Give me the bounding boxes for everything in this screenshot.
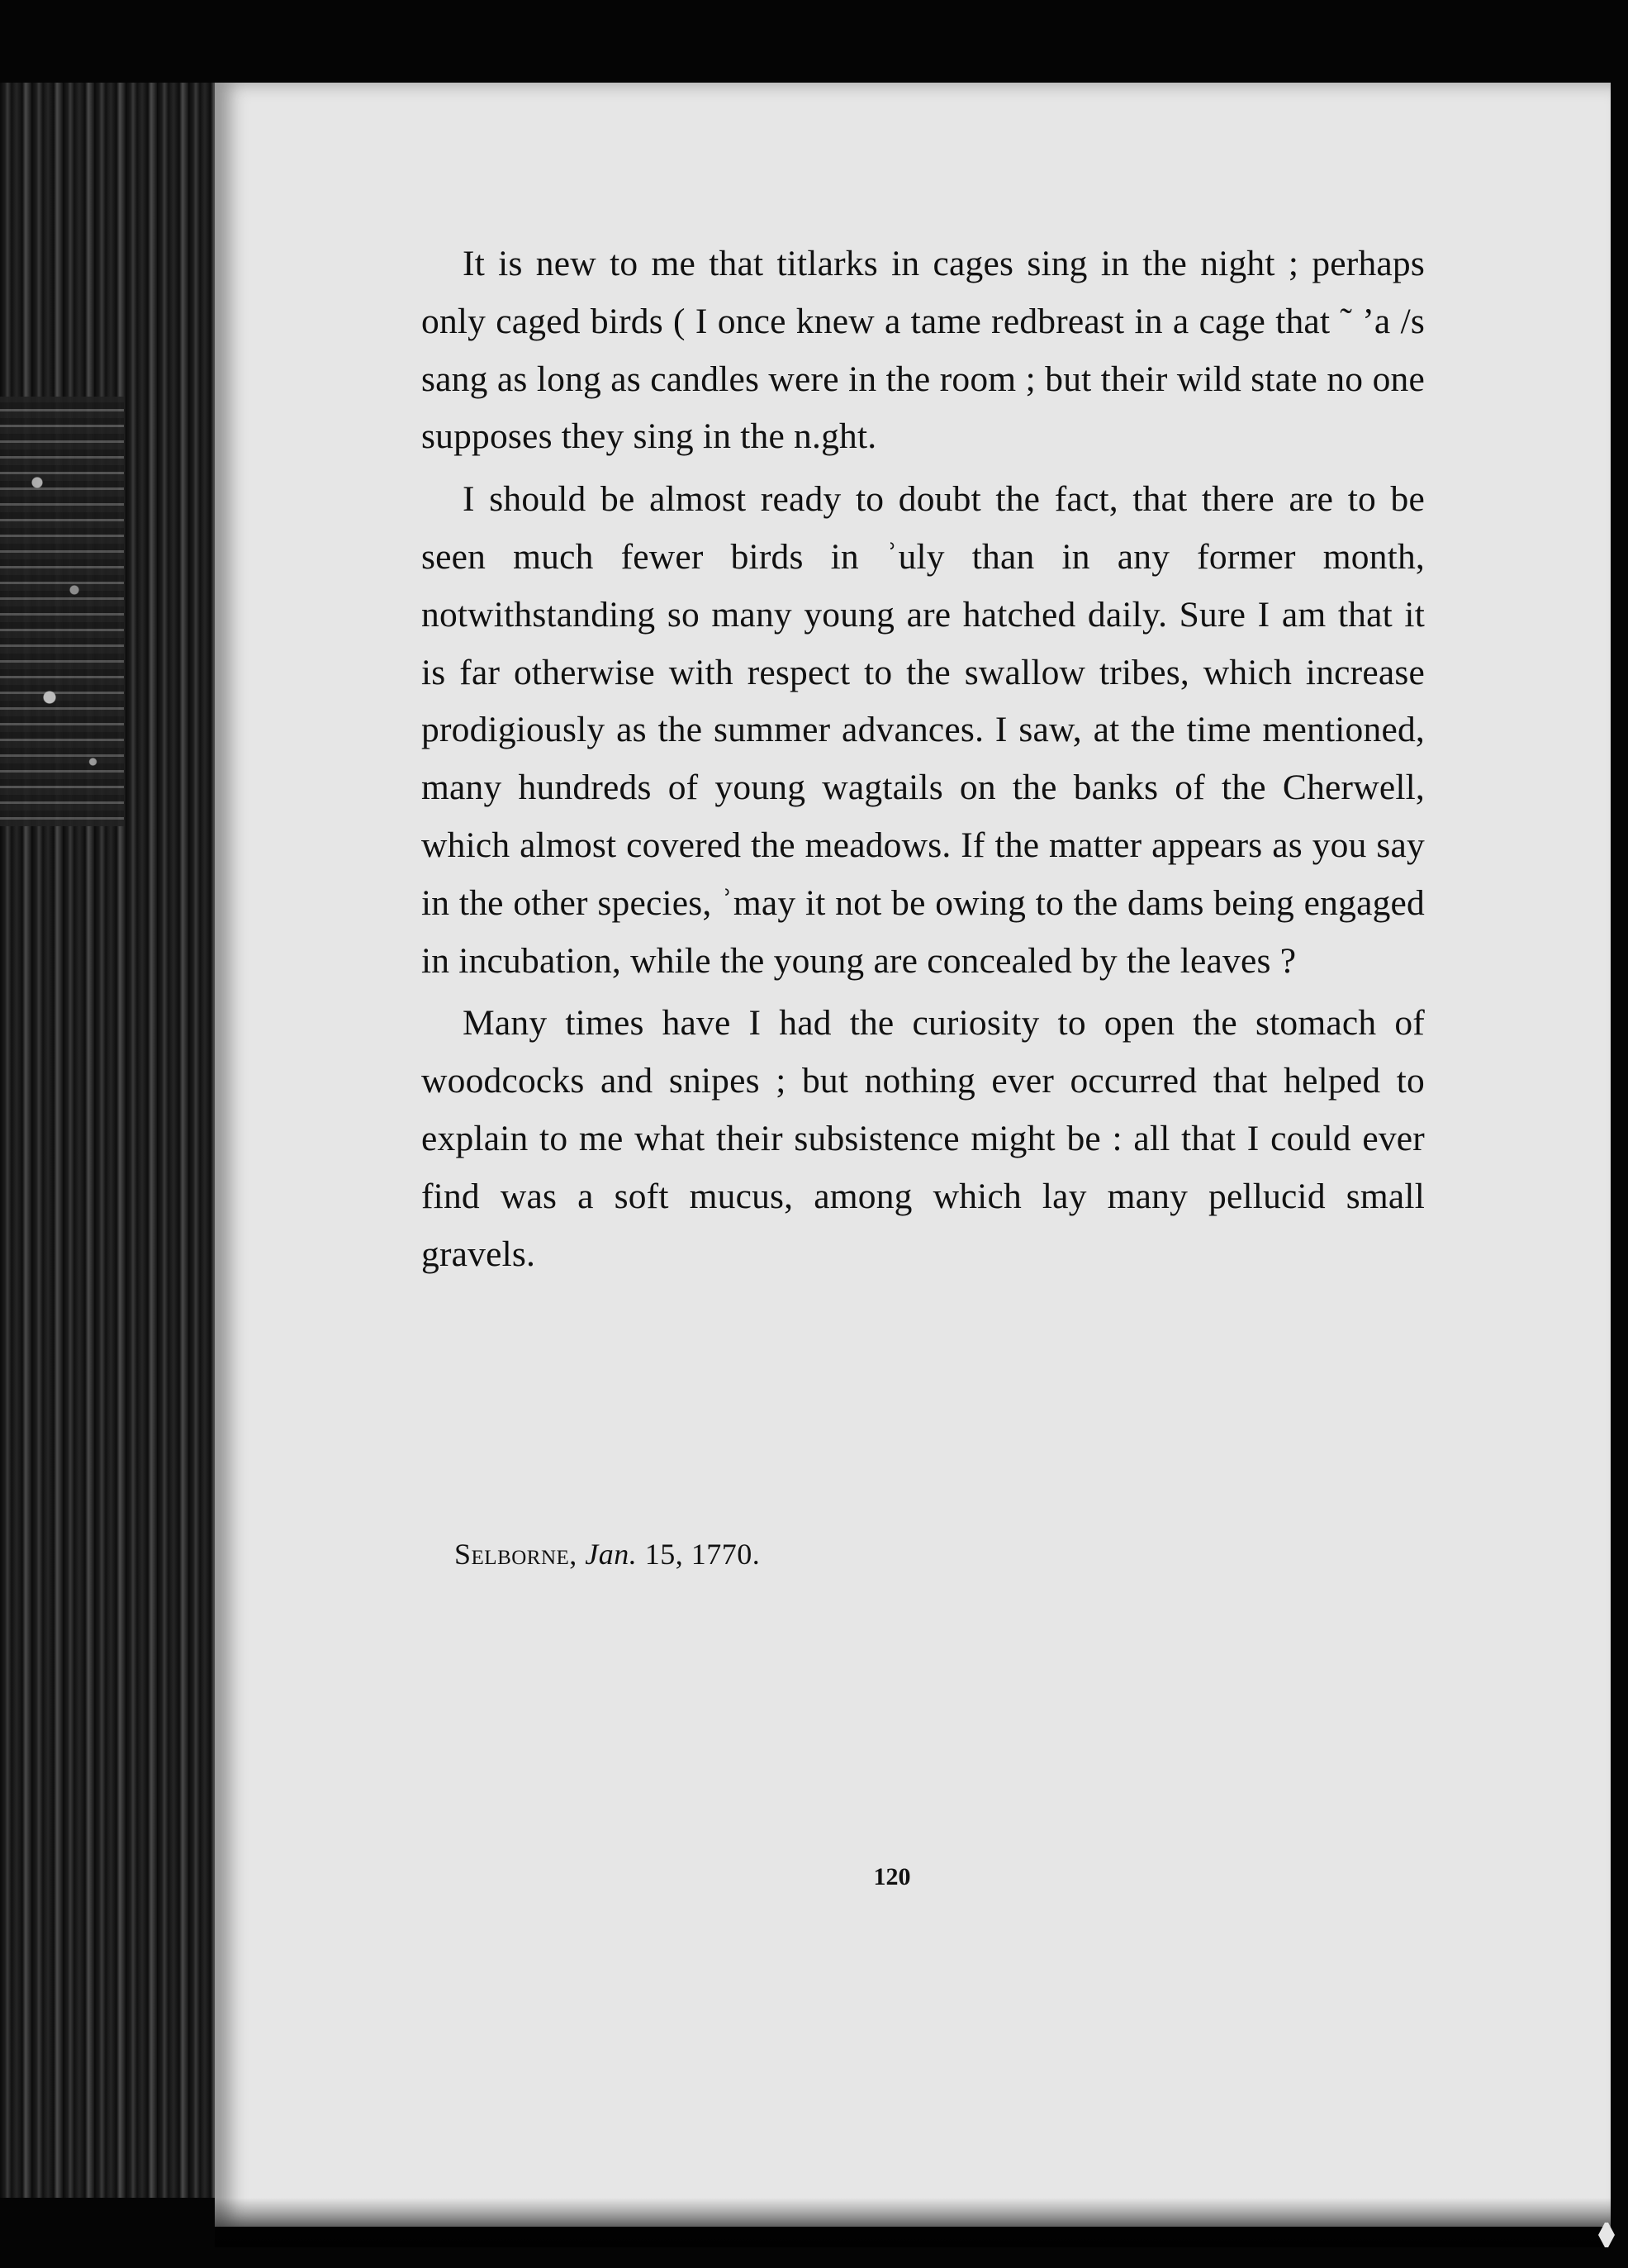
paragraph-birds-in-july: I should be almost ready to doubt the fact, that there are to be seen much fewer birds in ʾuly than in any former month, notwithstanding so many young are hatched daily. Sure I am that it is far otherwise with respect to the swallow tribes, which increase prodigiously as the summer advances. I saw, at the time mentioned, many hundreds of young wagtails on the banks of the Cherwell, which almost covered the meadows. If the matter appears as you say in the other species, ʾmay it not be owing to the dams being engaged in incubation, while the young are concealed by the leaves ? <box>421 479 1425 981</box>
page-bottom-shadow <box>215 2198 1611 2247</box>
body-text <box>421 235 1425 1288</box>
page-number: 120 <box>873 1863 911 1890</box>
signoff-place: Selborne, <box>454 1538 577 1571</box>
paragraph-titlarks: It is new to me that titlarks in cages sing in the night ; perhaps only caged birds ( I once knew a tame redbreast in a cage that ˜ ʼa /s sang as long as candles were in the room ; but their wild state no one supposes they sing in the n.ght. <box>421 244 1425 457</box>
signoff-month: Jan. <box>585 1538 638 1571</box>
page-edge-wear <box>0 397 124 826</box>
signoff-date: 15, 1770. <box>644 1538 761 1571</box>
paragraph-woodcocks: Many times have I had the curiosity to open the stomach of woodcocks and snipes ; but nothing ever occurred that helped to explain to me what their subsistence might be : all that I could ever find was a soft mucus, among which lay many pellucid small gravels. <box>421 1003 1425 1274</box>
letter-signoff <box>454 1537 760 1571</box>
